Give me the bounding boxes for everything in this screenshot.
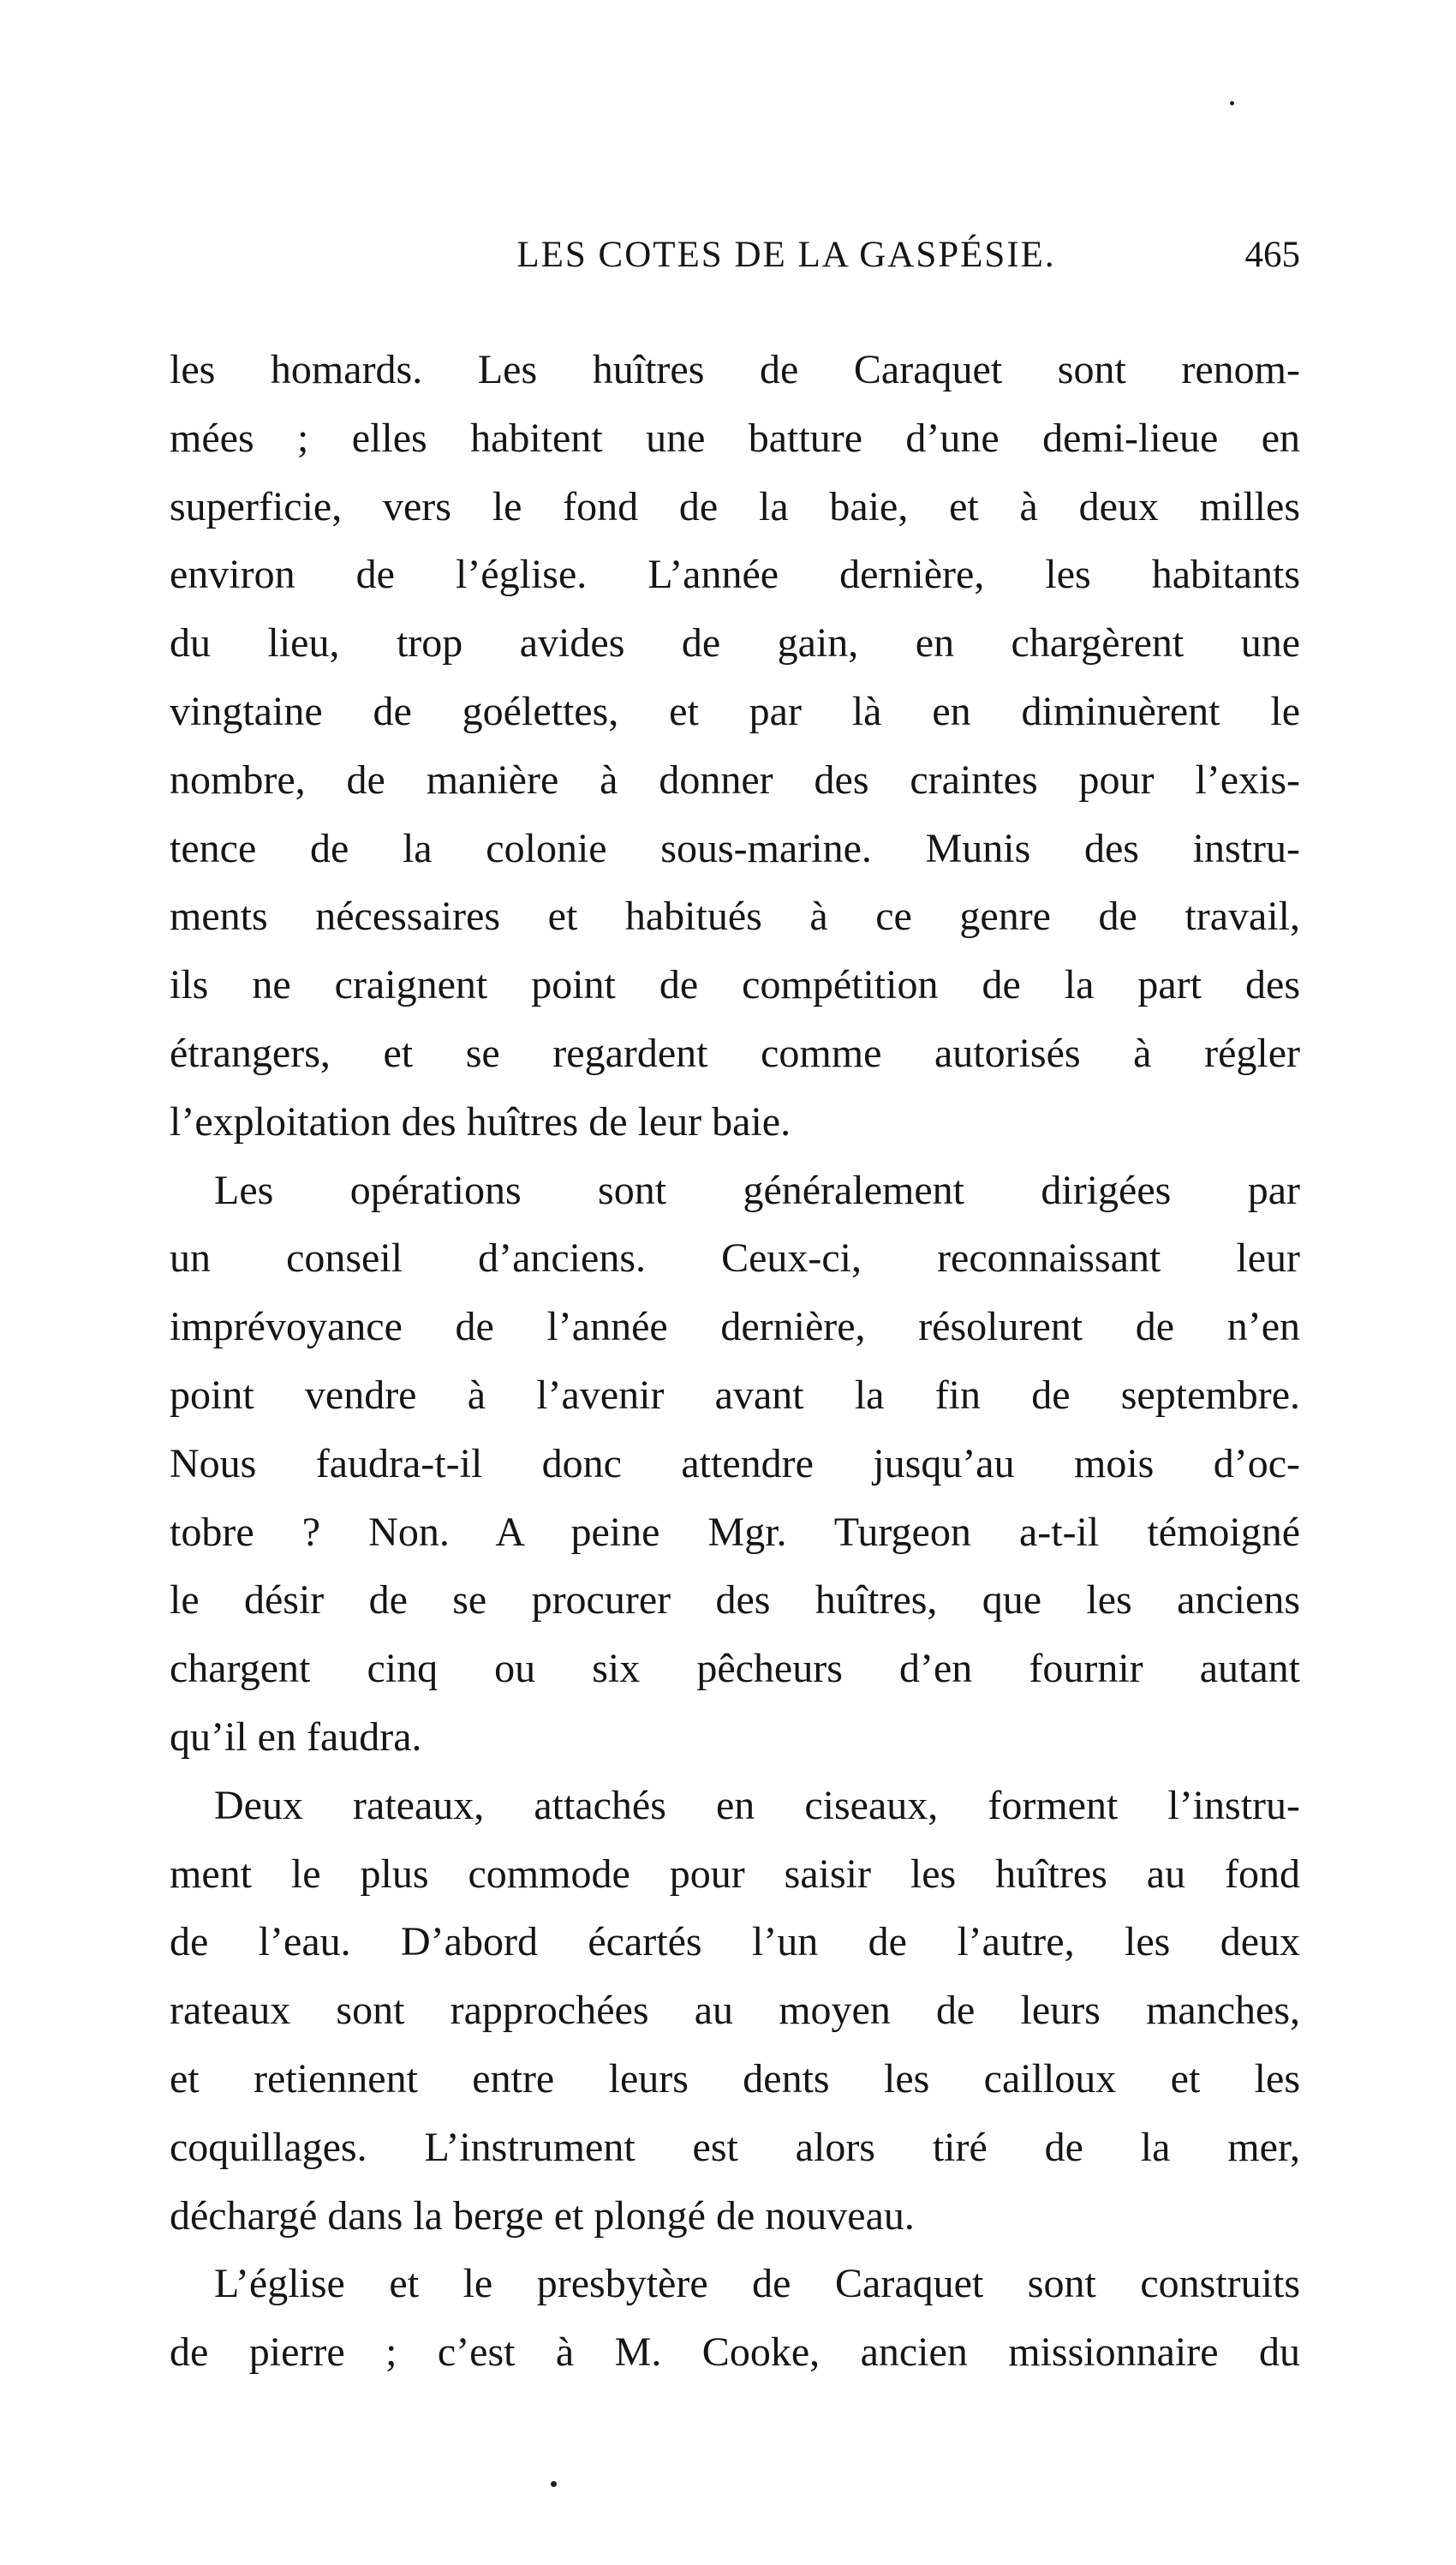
text-line: rateaux sont rapprochées au moyen de leurs manches, bbox=[170, 1988, 1300, 2034]
text-line: environ de l’église. L’année dernière, les habitants bbox=[170, 552, 1300, 598]
text-line: les homards. Les huîtres de Caraquet sont renom- bbox=[170, 347, 1300, 392]
text-line: tence de la colonie sous-marine. Munis des instru- bbox=[170, 825, 1300, 871]
text-line: un conseil d’anciens. Ceux-ci, reconnaissant leur bbox=[170, 1235, 1300, 1282]
paragraph bbox=[170, 1772, 1300, 2251]
text-line: L’église et le presbytère de Caraquet sont construits bbox=[214, 2261, 1300, 2307]
running-title: LES COTES DE LA GASPÉSIE. bbox=[516, 235, 1056, 275]
ink-speck-top bbox=[1230, 101, 1234, 105]
text-line: mées ; elles habitent une batture d’une demi-lieue en bbox=[170, 415, 1300, 461]
text-line: étrangers, et se regardent comme autorisés à régler bbox=[170, 1030, 1300, 1076]
page-header bbox=[170, 230, 1300, 281]
body-text bbox=[170, 336, 1300, 2387]
ink-speck-bottom bbox=[551, 2481, 557, 2487]
text-line: ment le plus commode pour saisir les huîtres au fond bbox=[170, 1851, 1300, 1897]
text-line: de l’eau. D’abord écartés l’un de l’autre, les deux bbox=[170, 1919, 1300, 1965]
page-number: 465 bbox=[1244, 235, 1300, 275]
text-line: et retiennent entre leurs dents les cailloux et les bbox=[170, 2055, 1300, 2102]
text-line: superficie, vers le fond de la baie, et à deux milles bbox=[170, 483, 1300, 529]
text-line: point vendre à l’avenir avant la fin de septembre. bbox=[170, 1372, 1300, 1418]
paragraph bbox=[170, 1157, 1300, 1772]
text-line: le désir de se procurer des huîtres, que les anciens bbox=[170, 1577, 1300, 1623]
text-line: nombre, de manière à donner des craintes pour l’exis- bbox=[170, 756, 1300, 803]
text-line: ments nécessaires et habitués à ce genre de travail, bbox=[170, 894, 1300, 940]
paragraph bbox=[170, 2250, 1300, 2387]
text-line: déchargé dans la berge et plongé de nouveau. bbox=[170, 2192, 915, 2239]
text-line: l’exploitation des huîtres de leur baie. bbox=[170, 1098, 791, 1145]
text-line: qu’il en faudra. bbox=[170, 1713, 422, 1760]
paragraph bbox=[170, 336, 1300, 1157]
text-line: coquillages. L’instrument est alors tiré de la mer, bbox=[170, 2124, 1300, 2170]
text-line: vingtaine de goélettes, et par là en diminuèrent le bbox=[170, 688, 1300, 734]
text-line: Deux rateaux, attachés en ciseaux, forment l’instru- bbox=[214, 1782, 1300, 1828]
text-line: ils ne craignent point de compétition de la part des bbox=[170, 962, 1300, 1008]
text-line: chargent cinq ou six pêcheurs d’en fournir autant bbox=[170, 1646, 1300, 1692]
text-line: Nous faudra-t-il donc attendre jusqu’au mois d’oc- bbox=[170, 1440, 1300, 1486]
text-line: de pierre ; c’est à M. Cooke, ancien missionnaire du bbox=[170, 2329, 1300, 2376]
text-line: imprévoyance de l’année dernière, résolurent de n’en bbox=[170, 1304, 1300, 1350]
text-line: du lieu, trop avides de gain, en chargèrent une bbox=[170, 620, 1300, 667]
text-line: tobre ? Non. A peine Mgr. Turgeon a-t-il témoigné bbox=[170, 1509, 1300, 1555]
text-line: Les opérations sont généralement dirigées par bbox=[214, 1167, 1300, 1213]
